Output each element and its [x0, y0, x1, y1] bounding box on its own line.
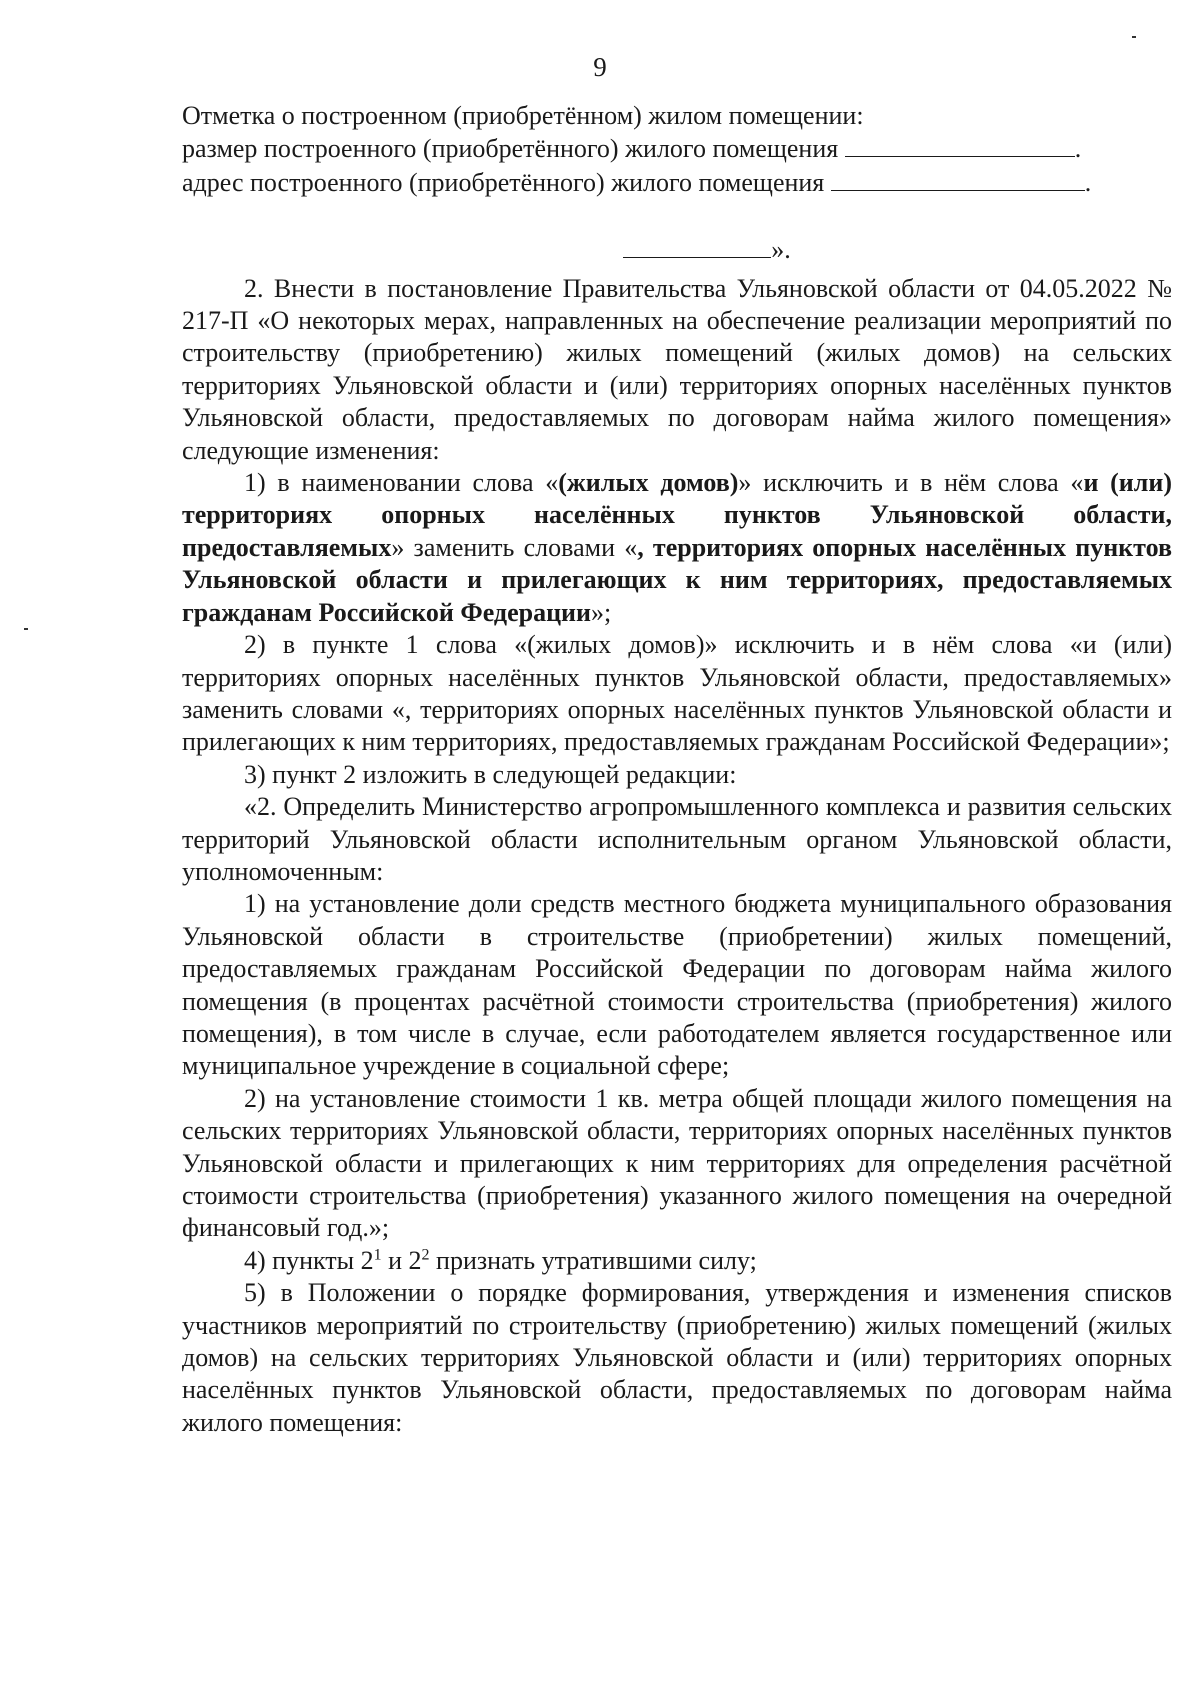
document-body — [182, 100, 1172, 1439]
sub1-text-g: »; — [591, 597, 612, 627]
size-label: размер построенного (приобретённого) жилого помещения — [182, 134, 845, 164]
page-number: 9 — [593, 52, 607, 82]
address-end-dot: . — [1084, 167, 1092, 197]
sub1-text-a: 1) в наименовании слова « — [244, 468, 559, 498]
scan-speck — [1132, 36, 1136, 38]
address-blank — [831, 166, 1085, 191]
sub1-bold-f: , территориях опорных населённых пунктов Ульяновской области и прилегающих к ним территориях, предоставляемых гражданам Российской Федерации — [182, 532, 1172, 627]
item-2-sub-2: 2) в пункте 1 слова «(жилых домов)» исключить и в нём слова «и (или) территориях опорных населённых пунктов Ульяновской области, предоставляемых» заменить словами «, территориях опорных населённых пунктов Ульяновской области и прилегающих к ним территориях, предоставляемых гражданам Российской Федерации»; — [182, 630, 1172, 757]
sub1-bold-d: и (или) территориях опорных населённых пунктов Ульяновской области, предоставляемых — [182, 468, 1172, 562]
quote-point-1: 1) на установление доли средств местного бюджета муниципального образования Ульяновской области в строительстве (приобретении) жилых помещений, предоставляемых гражданам Российской Федерации по договорам найма жилого помещения (в процентах расчётной стоимости строительства (приобретения) жилого помещения), в том числе в случае, если работодателем является государственное или муниципальное учреждение в социальной сфере; — [182, 889, 1172, 1081]
item-2-intro: 2. Внести в постановление Правительства Ульяновской области от 04.05.2022 № 217-П «О некоторых мерах, направленных на обеспечение реализации мероприятий по строительству (приобретению) жилых помещений (жилых домов) на сельских территориях Ульяновской области и (или) территориях опорных населённых пунктов Ульяновской области, предоставляемых по договорам найма жилого помещения» следующие изменения: — [182, 273, 1172, 465]
sub4-text-b: и 2 — [381, 1245, 422, 1275]
closing-line — [182, 233, 1172, 266]
item-2-sub-4 — [182, 1245, 1172, 1277]
mark-heading: Отметка о построенном (приобретённом) жилом помещении: — [182, 101, 864, 130]
spacer — [182, 199, 1172, 233]
closing-mark: ». — [771, 235, 791, 265]
item-2-sub-5: 5) в Положении о порядке формирования, утверждения и изменения списков участников мероприятий по строительству (приобретению) жилых помещений (жилых домов) на сельских территориях Ульяновской области и (или) территориях опорных населённых пунктов Ульяновской области, предоставляемых по договорам найма жилого помещения: — [182, 1278, 1172, 1437]
size-blank — [845, 132, 1075, 157]
item-2-sub-1 — [182, 467, 1172, 629]
size-mark-line — [182, 132, 1172, 165]
sub1-bold-b: (жилых домов) — [558, 468, 739, 498]
address-label: адрес построенного (приобретённого) жилого помещения — [182, 167, 831, 197]
sub4-text-a: 4) пункты 2 — [244, 1245, 374, 1275]
quote-point-2: 2) на установление стоимости 1 кв. метра общей площади жилого помещения на сельских территориях Ульяновской области, территориях опорных населённых пунктов Ульяновской области и прилегающих к ним территориях для определения расчётной стоимости строительства (приобретения) указанного жилого помещения на очередной финансовый год.»; — [182, 1083, 1172, 1243]
address-mark-line — [182, 166, 1172, 199]
size-end-dot: . — [1074, 134, 1082, 164]
sub1-text-e: » заменить словами « — [391, 532, 638, 562]
scan-speck — [24, 628, 28, 630]
quote-intro: «2. Определить Министерство агропромышленного комплекса и развития сельских территорий Ульяновской области исполнительным органом Ульяновской области, уполномоченным: — [182, 792, 1172, 886]
sub1-text-c: » исключить и в нём слова « — [738, 468, 1084, 498]
item-2-sub-3: 3) пункт 2 изложить в следующей редакции: — [244, 759, 737, 789]
sub4-superscript-2: 2 — [421, 1246, 430, 1264]
sub4-superscript-1: 1 — [373, 1246, 382, 1264]
sub4-text-c: признать утратившими силу; — [429, 1245, 757, 1275]
closing-blank — [623, 233, 771, 258]
